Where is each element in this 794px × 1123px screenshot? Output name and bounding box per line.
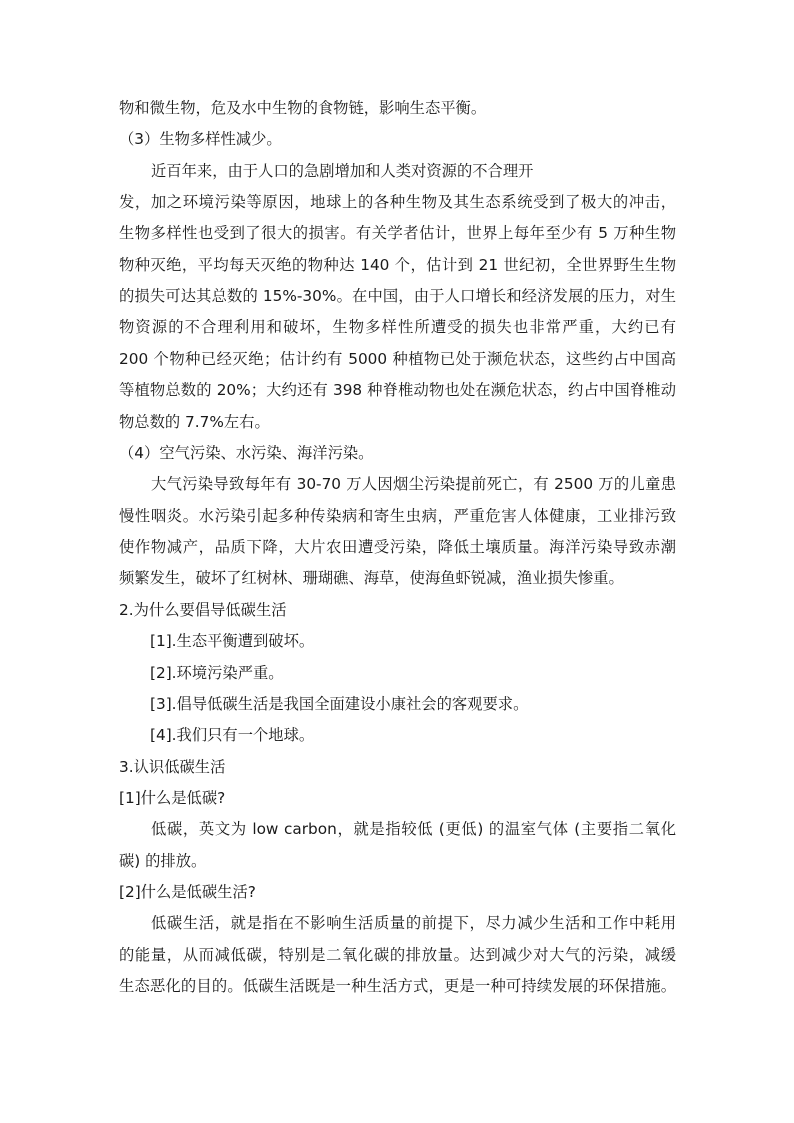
- paragraph-line: 低碳生活，就是指在不影响生活质量的前提下，尽力减少生活和工作中耗用: [151, 914, 676, 932]
- section-heading: 3.认识低碳生活: [119, 758, 226, 776]
- paragraph-line: 生物多样性也受到了很大的损害。有关学者估计，世界上每年至少有 5 万种生物: [119, 224, 676, 242]
- paragraph-line: 200 个物种已经灭绝；估计约有 5000 种植物已处于濒危状态，这些约占中国高: [119, 350, 676, 368]
- paragraph-line: 生态恶化的目的。低碳生活既是一种生活方式，更是一种可持续发展的环保措施。: [119, 977, 676, 995]
- paragraph-line: 物种灭绝，平均每天灭绝的物种达 140 个，估计到 21 世纪初，全世界野生生物: [119, 256, 676, 274]
- paragraph-line: 近百年来，由于人口的急剧增加和人类对资源的不合理开: [151, 162, 534, 180]
- section-heading: 2.为什么要倡导低碳生活: [119, 601, 287, 619]
- paragraph-line: 发，加之环境污染等原因，地球上的各种生物及其生态系统受到了极大的冲击，: [119, 193, 676, 211]
- paragraph-line: 物和微生物，危及水中生物的食物链，影响生态平衡。: [119, 99, 487, 117]
- list-item: [1].生态平衡遭到破坏。: [150, 632, 315, 650]
- paragraph-line: 物资源的不合理利用和破坏，生物多样性所遭受的损失也非常严重，大约已有: [119, 318, 676, 336]
- paragraph-line: 低碳，英文为 low carbon，就是指较低 (更低) 的温室气体 (主要指二氧化: [151, 820, 676, 838]
- paragraph-line: 大气污染导致每年有 30-70 万人因烟尘污染提前死亡，有 2500 万的儿童患: [151, 475, 676, 493]
- paragraph-line: 碳) 的排放。: [119, 852, 207, 870]
- subsection-heading: [2]什么是低碳生活?: [119, 883, 256, 901]
- section-heading: （3）生物多样性减少。: [119, 130, 282, 148]
- paragraph-line: 的能量，从而减低碳，特别是二氧化碳的排放量。达到减少对大气的污染，减缓: [119, 946, 676, 964]
- paragraph-line: 的损失可达其总数的 15%-30%。在中国，由于人口增长和经济发展的压力，对生: [119, 287, 676, 305]
- section-heading: （4）空气污染、水污染、海洋污染。: [119, 444, 374, 462]
- paragraph-line: 物总数的 7.7%左右。: [119, 413, 270, 431]
- paragraph-line: 等植物总数的 20%；大约还有 398 种脊椎动物也处在濒危状态，约占中国脊椎动: [119, 381, 676, 399]
- subsection-heading: [1]什么是低碳?: [119, 789, 226, 807]
- list-item: [4].我们只有一个地球。: [150, 726, 315, 744]
- paragraph-line: 频繁发生，破坏了红树林、珊瑚礁、海草，使海鱼虾锐减，渔业损失惨重。: [119, 569, 624, 587]
- paragraph-line: 慢性咽炎。水污染引起多种传染病和寄生虫病，严重危害人体健康，工业排污致: [119, 507, 676, 525]
- paragraph-line: 使作物减产，品质下降，大片农田遭受污染，降低土壤质量。海洋污染导致赤潮: [119, 538, 676, 556]
- list-item: [2].环境污染严重。: [150, 664, 284, 682]
- list-item: [3].倡导低碳生活是我国全面建设小康社会的客观要求。: [150, 695, 529, 713]
